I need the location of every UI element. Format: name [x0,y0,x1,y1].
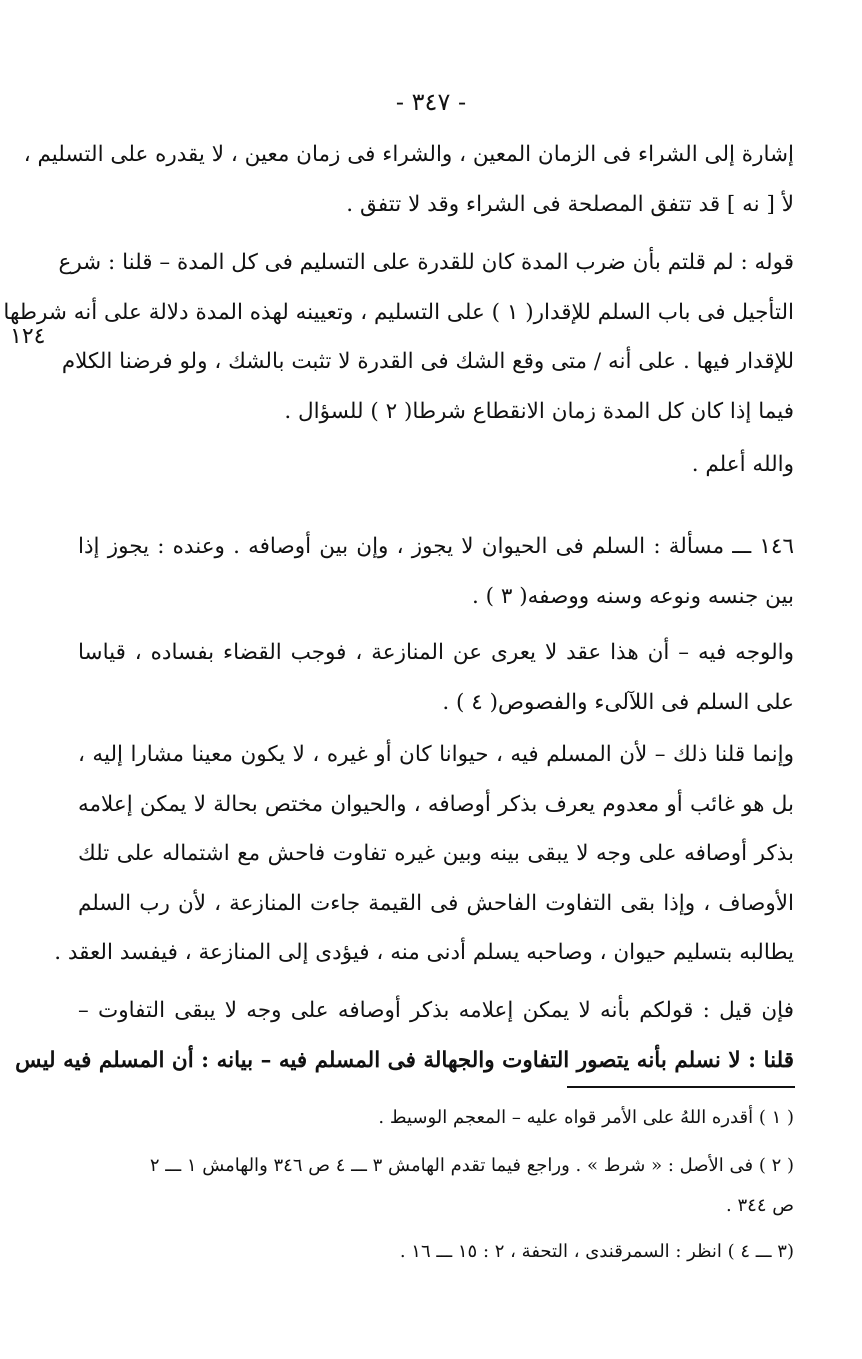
text-line: فيما إذا كان كل المدة زمان الانقطاع شرطا( ٢ ) للسؤال . [284,398,794,424]
paragraph-5 [78,628,794,727]
text-line: للإقدار فيها . على أنه / متى وقع الشك فى القدرة لا تثبت بالشك ، ولو فرضنا الكلام [61,349,794,374]
text-line: ١٤٦ ـــ مسألة : السلم فى الحيوان لا يجوز ، وإن بين أوصافه . وعنده : يجوز إذا [78,534,794,559]
footnote-line: ( ٢ ) فى الأصل : « شرط » . وراجع فيما تقدم الهامش ٣ ـــ ٤ ص ٣٤٦ والهامش ١ ـــ ٢ [149,1155,794,1176]
paragraph-7 [15,986,794,1085]
footnote-2 [78,1146,794,1226]
text-line: قلنا : لا نسلم بأنه يتصور التفاوت والجهالة فى المسلم فيه – بيانه : أن المسلم فيه ليس [15,1047,794,1073]
text-line: على السلم فى اللآلىء والفصوص( ٤ ) . [442,689,794,715]
footnote-line: ( ١ ) أقدره اللهُ على الأمر قواه عليه – المعجم الوسيط . [378,1107,794,1128]
footnote-line: ص ٣٤٤ . [726,1195,794,1216]
paragraph-6 [54,730,794,978]
text-line: فإن قيل : قولكم بأنه لا يمكن إعلامه بذكر أوصافه على وجه لا يبقى التفاوت – [78,998,794,1023]
text-line: والوجه فيه – أن هذا عقد لا يعرى عن المنازعة ، فوجب القضاء بفساده ، قياسا [78,640,794,665]
footnote-line: (٣ ـــ ٤ ) انظر : السمرقندى ، التحفة ، ٢ : ١٥ ـــ ١٦ . [399,1241,794,1262]
paragraph-3 [78,440,794,490]
text-line: التأجيل فى باب السلم للإقدار( ١ ) على التسليم ، وتعيينه لهذه المدة دلالة على أنه شرطها [3,299,794,325]
footnote-separator [567,1086,795,1088]
paragraph-1 [23,130,794,229]
text-line: وإنما قلنا ذلك – لأن المسلم فيه ، حيوانا كان أو غيره ، لا يكون معينا مشارا إليه ، [78,742,794,767]
text-line: بين جنسه ونوعه وسنه ووصفه( ٣ ) . [471,583,794,609]
text-line: بذكر أوصافه على وجه لا يبقى بينه وبين غيره تفاوت فاحش مع اشتماله على تلك [78,841,794,866]
paragraph-4-masala-146 [78,522,794,621]
text-line: بل هو غائب أو معدوم يعرف بذكر أوصافه ، والحيوان مختص بحالة لا يمكن إعلامه [78,791,794,817]
text-line: والله أعلم . [691,452,794,477]
text-line: إشارة إلى الشراء فى الزمان المعين ، والشراء فى زمان معين ، لا يقدره على التسليم ، [23,142,794,167]
text-line: الأوصاف ، وإذا بقى التفاوت الفاحش فى القيمة جاءت المنازعة ، لأن رب السلم [78,890,794,916]
text-line: لأ [ نه ] قد تتفق المصلحة فى الشراء وقد لا تتفق . [346,191,794,217]
footnote-1 [78,1098,794,1138]
page-number: - ٣٤٧ - [395,88,467,116]
text-line: قوله : لم قلتم بأن ضرب المدة كان للقدرة على التسليم فى كل المدة – قلنا : شرع [58,250,794,275]
text-line: يطالبه بتسليم حيوان ، وصاحبه يسلم أدنى منه ، فيؤدى إلى المنازعة ، فيفسد العقد . [54,940,794,965]
margin-folio-number: ١٢٤ [10,324,46,349]
footnote-3-4 [78,1232,794,1272]
